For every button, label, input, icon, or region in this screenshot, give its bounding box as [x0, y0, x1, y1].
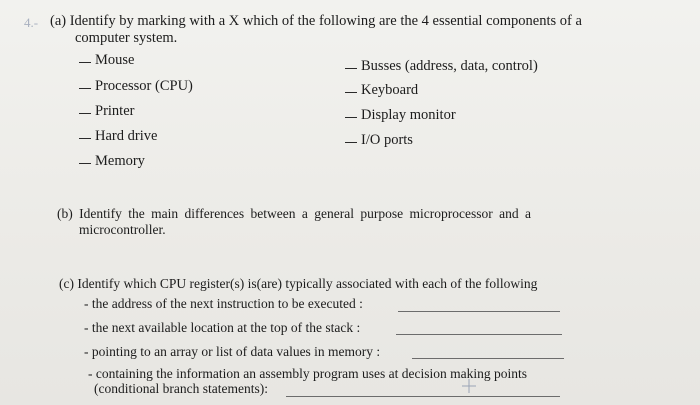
part-a-prompt: (a) Identify by marking with a X which of the following are the 4 essential components of a: [50, 13, 582, 29]
option-memory[interactable]: [79, 153, 145, 170]
answer-blank[interactable]: [79, 112, 91, 114]
part-c-item-stack-pointer: - the next available location at the top of the stack :: [84, 320, 361, 335]
part-b-prompt: (b) Identify the main differences between a general purpose microprocessor and a: [57, 206, 531, 221]
option-label: Memory: [95, 153, 145, 169]
option-label: Processor (CPU): [95, 78, 193, 94]
answer-blank[interactable]: [79, 61, 91, 63]
answer-blank[interactable]: [345, 141, 357, 143]
answer-line[interactable]: [412, 358, 564, 359]
option-keyboard[interactable]: [345, 82, 418, 99]
part-c-item-status-register-continued: (conditional branch statements):: [94, 381, 268, 396]
option-label: Printer: [95, 103, 135, 119]
part-c-item-index-register: - pointing to an array or list of data values in memory :: [84, 344, 381, 359]
option-label: Busses (address, data, control): [361, 58, 538, 74]
option-busses[interactable]: [345, 58, 538, 75]
part-c-item-program-counter: - the address of the next instruction to be executed :: [84, 296, 363, 311]
answer-blank[interactable]: [79, 137, 91, 139]
answer-blank[interactable]: [79, 162, 91, 164]
option-processor[interactable]: [79, 78, 193, 95]
option-label: Display monitor: [361, 107, 456, 123]
option-mouse[interactable]: [79, 52, 134, 69]
answer-blank[interactable]: [345, 67, 357, 69]
option-label: I/O ports: [361, 132, 413, 148]
part-a-prompt-continued: computer system.: [75, 30, 178, 46]
option-label: Hard drive: [95, 128, 158, 144]
answer-line[interactable]: [398, 311, 560, 312]
answer-line[interactable]: [396, 334, 562, 335]
option-printer[interactable]: [79, 103, 134, 120]
option-io-ports[interactable]: [345, 132, 413, 149]
option-label: Keyboard: [361, 82, 419, 98]
answer-blank[interactable]: [345, 91, 357, 93]
answer-line[interactable]: [286, 396, 560, 397]
crosshair-cursor-icon: [462, 379, 476, 393]
question-number: 4.-: [24, 15, 39, 30]
part-c-prompt: (c) Identify which CPU register(s) is(are) typically associated with each of the following: [59, 276, 538, 291]
part-b-prompt-continued: microcontroller.: [79, 222, 166, 237]
part-c-item-status-register: - containing the information an assembly program uses at decision making points: [88, 366, 528, 381]
option-display-monitor[interactable]: [345, 107, 456, 124]
option-label: Mouse: [95, 52, 135, 68]
answer-blank[interactable]: [345, 116, 357, 118]
option-hard-drive[interactable]: [79, 128, 157, 145]
answer-blank[interactable]: [79, 87, 91, 89]
